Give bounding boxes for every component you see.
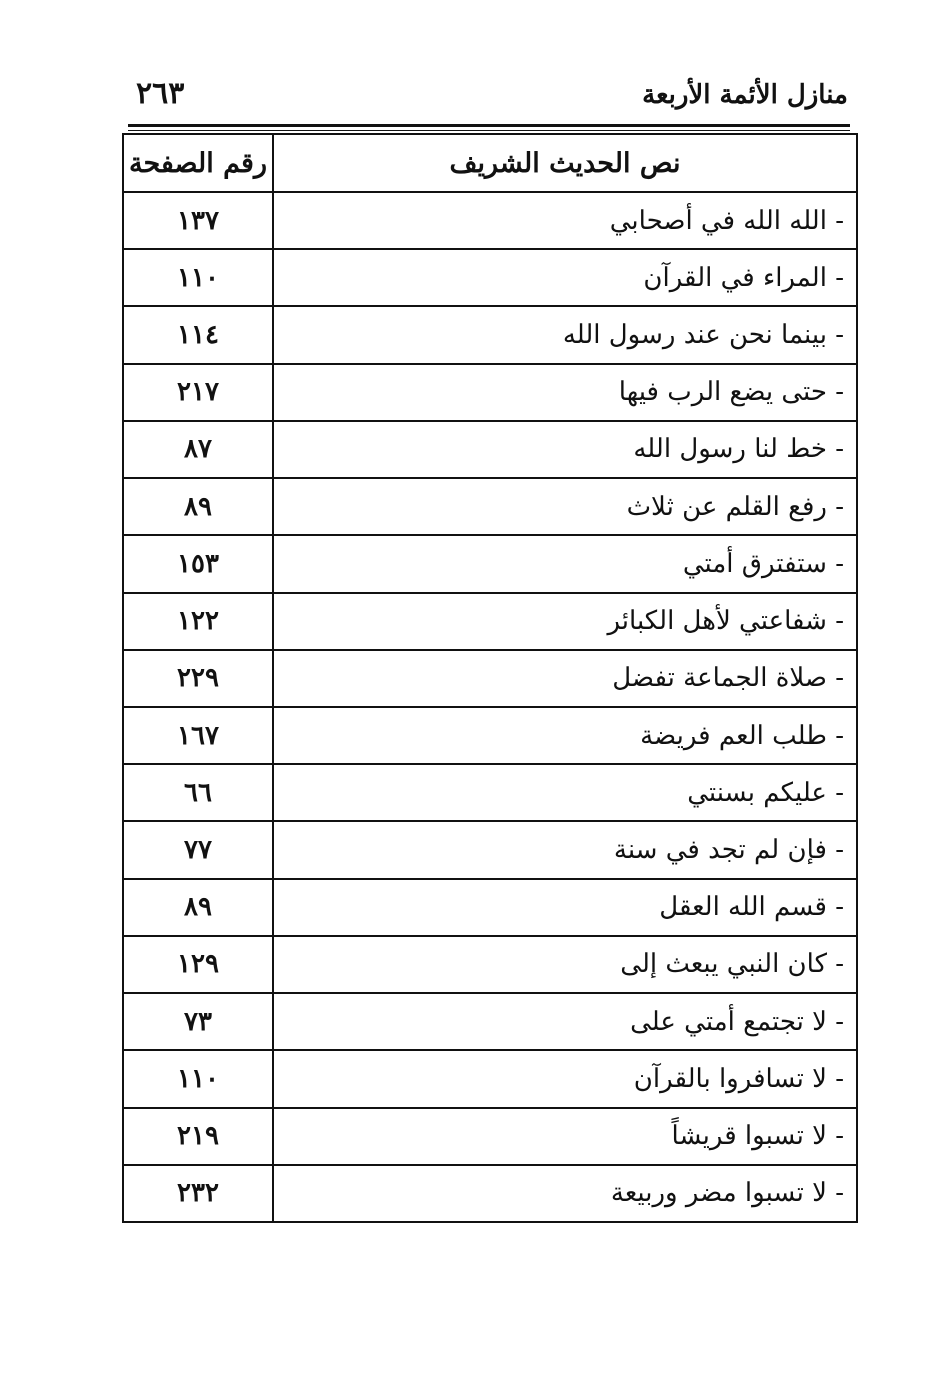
table-row xyxy=(123,650,857,707)
page-number-cell: ٢٣٢ xyxy=(123,1165,273,1222)
table-row xyxy=(123,478,857,535)
page-number-cell: ٢١٩ xyxy=(123,1108,273,1165)
hadith-text-cell: - رفع القلم عن ثلاث xyxy=(273,478,857,535)
page-number-cell: ١١٤ xyxy=(123,306,273,363)
table-row xyxy=(123,936,857,993)
hadith-text-cell: - خط لنا رسول الله xyxy=(273,421,857,478)
hadith-text-cell: - لا تسبوا قريشاً xyxy=(273,1108,857,1165)
table-row xyxy=(123,306,857,363)
page-number-cell: ١٢٢ xyxy=(123,593,273,650)
page-number-cell: ٧٣ xyxy=(123,993,273,1050)
hadith-text-cell: - طلب العم فريضة xyxy=(273,707,857,764)
hadith-text-cell: - لا تسافروا بالقرآن xyxy=(273,1050,857,1107)
hadith-text-cell: - الله الله في أصحابي xyxy=(273,192,857,249)
page-number-cell: ٢١٧ xyxy=(123,364,273,421)
page-number-cell: ١٣٧ xyxy=(123,192,273,249)
page-number-cell: ٨٧ xyxy=(123,421,273,478)
page-number-cell: ٨٩ xyxy=(123,879,273,936)
hadith-index-table-container xyxy=(122,133,856,1223)
hadith-text-cell: - شفاعتي لأهل الكبائر xyxy=(273,593,857,650)
running-head xyxy=(136,72,848,116)
header-rule-thin xyxy=(128,130,850,131)
table-row xyxy=(123,1050,857,1107)
header-rule-thick xyxy=(128,124,850,127)
table-row xyxy=(123,593,857,650)
hadith-text-cell: - فإن لم تجد في سنة xyxy=(273,821,857,878)
page-number-cell: ٦٦ xyxy=(123,764,273,821)
table-header-row xyxy=(123,134,857,192)
table-row xyxy=(123,364,857,421)
table-row xyxy=(123,192,857,249)
hadith-text-cell: - حتى يضع الرب فيها xyxy=(273,364,857,421)
page-number-cell: ١٥٣ xyxy=(123,535,273,592)
column-header-hadith-text: نص الحديث الشريف xyxy=(273,134,857,192)
page-number-cell: ٧٧ xyxy=(123,821,273,878)
page-number-cell: ١١٠ xyxy=(123,1050,273,1107)
hadith-text-cell: - بينما نحن عند رسول الله xyxy=(273,306,857,363)
hadith-text-cell: - المراء في القرآن xyxy=(273,249,857,306)
book-title: منازل الأئمة الأربعة xyxy=(642,80,848,110)
hadith-index-table xyxy=(122,133,858,1223)
page-number-cell: ٨٩ xyxy=(123,478,273,535)
table-row xyxy=(123,707,857,764)
hadith-text-cell: - لا تجتمع أمتي على xyxy=(273,993,857,1050)
table-row xyxy=(123,1165,857,1222)
table-row xyxy=(123,249,857,306)
page-number-cell: ١٢٩ xyxy=(123,936,273,993)
hadith-text-cell: - قسم الله العقل xyxy=(273,879,857,936)
page-number-cell: ١١٠ xyxy=(123,249,273,306)
hadith-text-cell: - كان النبي يبعث إلى xyxy=(273,936,857,993)
page-number-cell: ٢٢٩ xyxy=(123,650,273,707)
table-row xyxy=(123,993,857,1050)
hadith-text-cell: - ستفترق أمتي xyxy=(273,535,857,592)
table-body xyxy=(123,192,857,1222)
table-row xyxy=(123,535,857,592)
hadith-text-cell: - صلاة الجماعة تفضل xyxy=(273,650,857,707)
hadith-text-cell: - عليكم بسنتي xyxy=(273,764,857,821)
table-row xyxy=(123,879,857,936)
table-row xyxy=(123,764,857,821)
hadith-text-cell: - لا تسبوا مضر وربيعة xyxy=(273,1165,857,1222)
table-row xyxy=(123,1108,857,1165)
table-row xyxy=(123,421,857,478)
page-number-cell: ١٦٧ xyxy=(123,707,273,764)
page-number: ٢٦٣ xyxy=(136,76,185,111)
column-header-page-number: رقم الصفحة xyxy=(123,134,273,192)
table-row xyxy=(123,821,857,878)
